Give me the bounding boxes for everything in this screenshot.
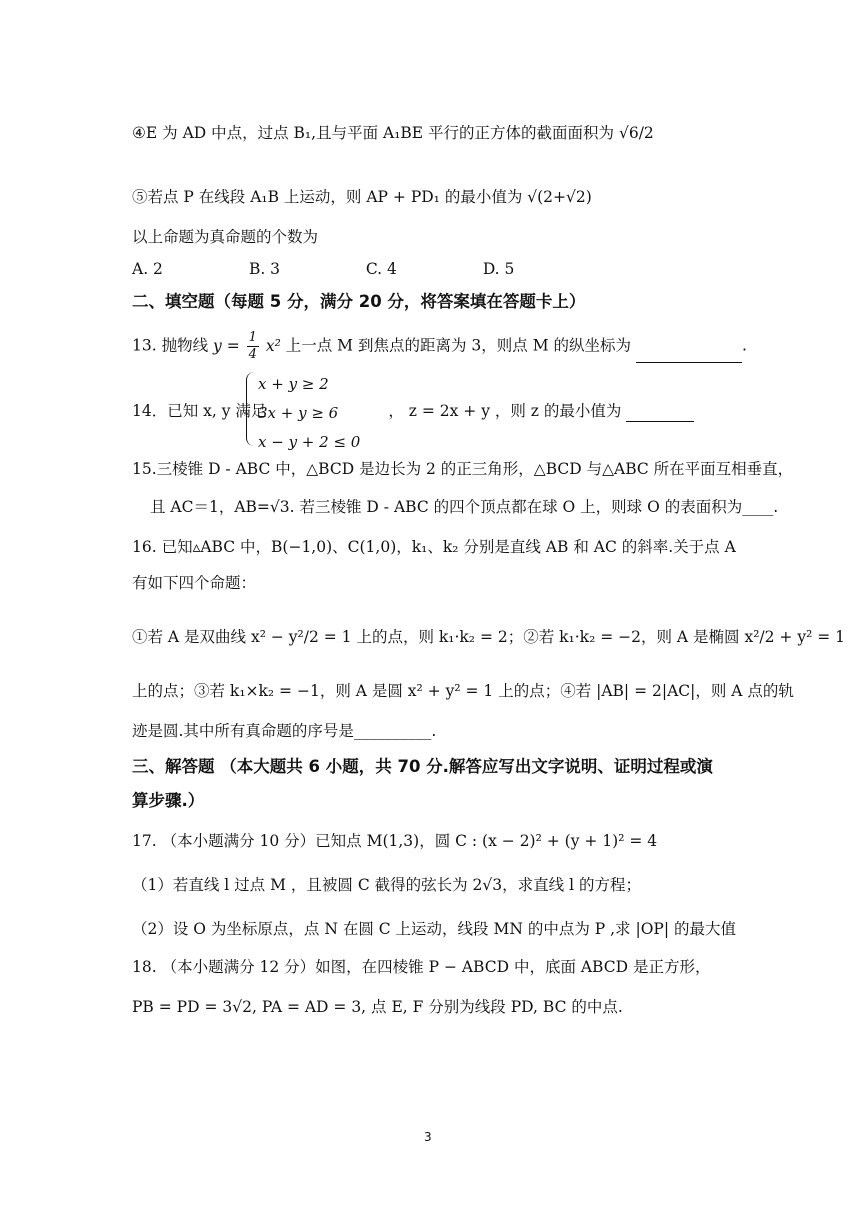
question-17: 17. （本小题满分 10 分）已知点 M(1,3)，圆 C : (x − 2)² + (y + 1)² = 4: [132, 832, 658, 850]
answer-blank: [626, 405, 694, 422]
section-heading-solutions: 三、解答题 （本大题共 6 小题，共 70 分.解答应写出文字说明、证明过程或演: [132, 757, 713, 776]
answer-choices: [132, 258, 595, 280]
question-18-line-2: PB = PD = 3√2, PA = AD = 3, 点 E, F 分别为线段 PD, BC 的中点.: [132, 998, 623, 1016]
page-number: 3: [424, 1130, 432, 1144]
line-prop-5: ⑤若点 P 在线段 A₁B 上运动，则 AP + PD₁ 的最小值为 √(2+√2): [132, 188, 592, 206]
section-heading-solutions-cont: 算步骤.）: [132, 791, 205, 810]
question-16-line-4: 上的点；③若 k₁×k₂ = −1，则 A 是圆 x² + y² = 1 上的点；④若 |AB| = 2|AC|，则 A 点的轨: [132, 682, 794, 700]
question-16-line-5: 迹是圆.其中所有真命题的序号是__________.: [132, 722, 437, 740]
choice-d: D. 5: [482, 260, 515, 278]
choice-b: B. 3: [248, 260, 281, 278]
question-16-line-3: ①若 A 是双曲线 x² − y²/2 = 1 上的点，则 k₁·k₂ = 2；②若 k₁·k₂ = −2，则 A 是椭圆 x²/2 + y² = 1: [132, 628, 846, 646]
question-18-line-1: 18. （本小题满分 12 分）如图，在四棱锥 P − ABCD 中，底面 ABCD 是正方形，: [132, 958, 711, 976]
question-15-line-2: 且 AC＝1，AB=√3. 若三棱锥 D - ABC 的四个顶点都在球 O 上，则球 O 的表面积为____.: [150, 498, 779, 516]
question-16-line-2: 有如下四个命题：: [132, 574, 257, 592]
question-15-line-1: 15.三棱锥 D - ABC 中，△BCD 是边长为 2 的正三角形，△BCD 与△ABC 所在平面互相垂直，: [132, 460, 794, 478]
question-16-line-1: 16. 已知▵ABC 中，B(−1,0)、C(1,0)，k₁、k₂ 分别是直线 AB 和 AC 的斜率.关于点 A: [132, 538, 736, 556]
question-13: 13. 抛物线 y = $\frac{1}{4}$ x² 上一点 M 到焦点的距离为 3，则点 M 的纵坐标为 .: [132, 330, 747, 362]
choice-a: A. 2: [132, 260, 163, 278]
section-heading-fill-in: 二、填空题（每题 5 分，满分 20 分，将答案填在答题卡上）: [132, 292, 586, 311]
system-brace: [246, 372, 257, 446]
line-prop-4: ④E 为 AD 中点，过点 B₁,且与平面 A₁BE 平行的正方体的截面面积为 √6/2: [132, 124, 654, 142]
choice-c: C. 4: [365, 260, 397, 278]
answer-blank: [636, 346, 742, 363]
question-17-part-2: （2）设 O 为坐标原点，点 N 在圆 C 上运动，线段 MN 的中点为 P ,求 |OP| 的最大值: [132, 920, 736, 938]
line-question-stem: 以上命题为真命题的个数为: [132, 228, 319, 246]
q14-inequality-system: x + y ≥ 2 3x + y ≥ 6 x − y + 2 ≤ 0: [258, 375, 361, 451]
q13-formula: y = $\frac{1}{4}$ x²: [213, 330, 281, 362]
question-17-part-1: （1）若直线 l 过点 M ，且被圆 C 截得的弦长为 2√3，求直线 l 的方程；: [132, 876, 641, 894]
question-14: 14．已知 x, y 满足 ， z = 2x + y ，则 z 的最小值为: [132, 400, 694, 422]
